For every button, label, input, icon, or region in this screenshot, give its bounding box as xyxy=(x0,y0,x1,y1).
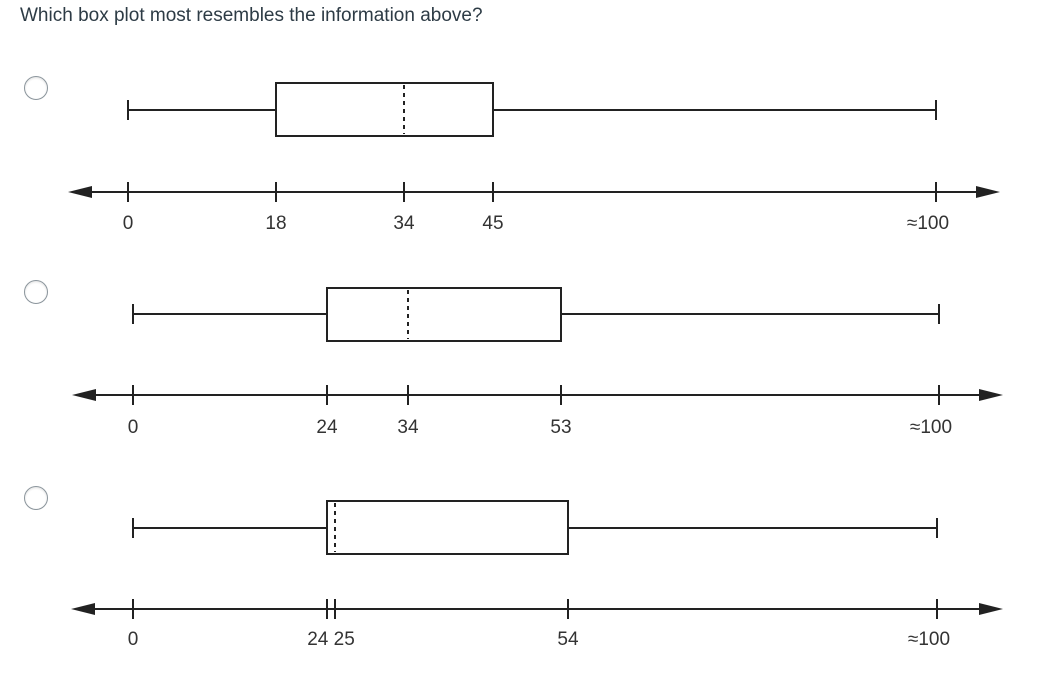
left-arrow-icon xyxy=(71,603,95,615)
tick-label: 18 xyxy=(265,213,287,234)
tick-label: 54 xyxy=(557,629,579,650)
tick-label: 0 xyxy=(122,213,134,234)
question-text: Which box plot most resembles the information above? xyxy=(20,5,483,26)
tick-label: ≈100 xyxy=(906,213,950,234)
tick-label: 34 xyxy=(393,213,415,234)
tick-label: 0 xyxy=(127,629,139,650)
tick-label: 24 xyxy=(316,417,338,438)
tick-label: 0 xyxy=(127,417,139,438)
tick-label: ≈100 xyxy=(907,629,951,650)
tick-label: 45 xyxy=(482,213,504,234)
iqr-box xyxy=(327,501,568,554)
tick-label: ≈100 xyxy=(909,417,953,438)
tick-label: 24 25 xyxy=(307,629,355,650)
tick-label: 34 xyxy=(397,417,419,438)
tick-label: 53 xyxy=(550,417,572,438)
right-arrow-icon xyxy=(979,603,1003,615)
